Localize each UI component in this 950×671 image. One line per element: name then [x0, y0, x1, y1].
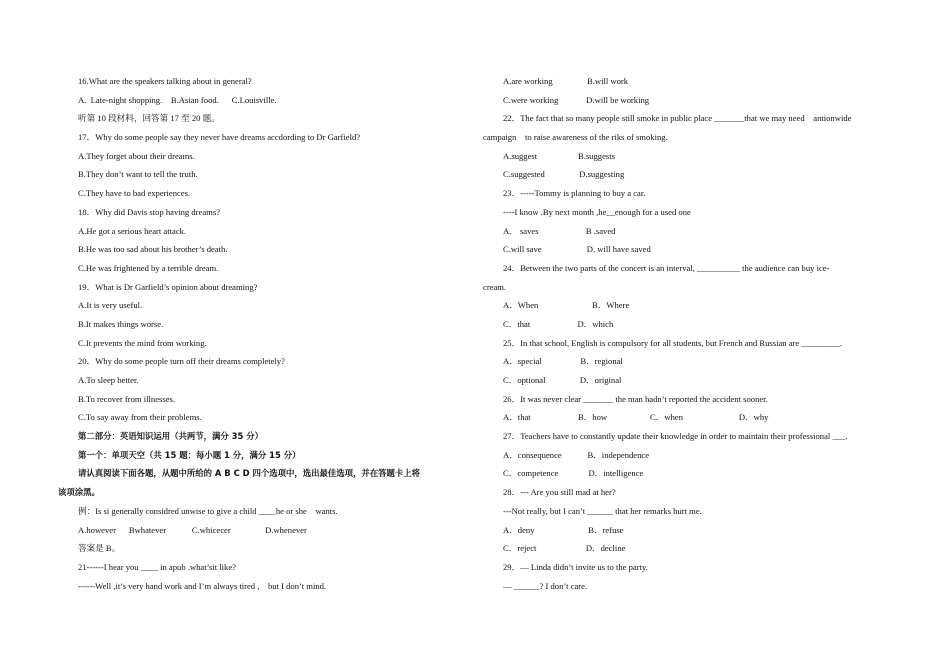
left-column-line: 20．Why do some people turn off their dreams completely? [78, 356, 285, 367]
right-column-line: cream. [483, 281, 507, 292]
left-column-line: 第二部分：英语知识运用（共两节，满分 35 分） [78, 431, 263, 442]
right-column-line: C.were working D.will be working [503, 94, 650, 105]
left-column-line: A. Late-night shopping. B.Asian food. C.Louisville. [78, 94, 277, 105]
left-column-line: A.however Bwhatever C.whicecer D.whenever [78, 524, 307, 535]
left-column-line: 听第 10 段材料，回答第 17 至 20 题。 [78, 113, 220, 124]
right-column-line: C．that D．which [503, 318, 614, 329]
left-column-line: C.He was frightened by a terrible dream. [78, 262, 219, 273]
right-column-line: A. saves B .saved [503, 225, 616, 236]
left-column-line: A.To sleep better. [78, 375, 139, 385]
left-column-line: 21------I hear you ____ in apub .what’sit like? [78, 561, 236, 572]
left-column-line: 18．Why did Davis stop having dreams? [78, 206, 221, 217]
left-column-line: A.It is very useful. [78, 300, 143, 311]
left-column-line: A.They forget about their dreams. [78, 150, 195, 161]
right-column-line: campaign to raise awareness of the riks of smoking. [483, 132, 668, 143]
left-column-line: B.It makes things worse. [78, 318, 164, 329]
right-column-line: 29．— Linda didn’t invite us to the party. [503, 561, 648, 572]
left-column-line: C.It prevents the mind from working. [78, 337, 207, 348]
left-column-line: B.To recover from illnesses. [78, 393, 176, 404]
right-column-line: 22．The fact that so many people still smoke in public place _______that we may need antionwide [503, 113, 852, 124]
left-column-line: 答案是 B。 [78, 543, 121, 554]
right-column-line: 24．Between the two parts of the concert is an interval, __________ the audience can buy ice- [503, 262, 830, 273]
left-column [58, 72, 468, 595]
right-column-line: A.are working B.will work [503, 76, 629, 86]
left-column-line: C.They have to bad experiences. [78, 188, 191, 199]
left-column-line: 例：Is si generally considred unwise to give a child ____he or she wants. [78, 505, 338, 516]
left-column-line: 19．What is Dr Garfield’s opinion about dreaming? [78, 281, 258, 292]
right-column-line: A．deny B．refuse [503, 524, 624, 535]
left-column-line: 16.What are the speakers talking about in general? [78, 76, 252, 86]
right-column-line: C．reject D．decline [503, 543, 626, 554]
right-column-line: A．that B．how C．when D．why [503, 412, 769, 423]
right-column-line: C．optional D．original [503, 375, 622, 385]
right-column-line: 27．Teachers have to constantly update their knowledge in order to maintain their professional ___. [503, 431, 848, 442]
right-column-line: — ______? I don’t care. [503, 580, 588, 591]
right-column-line: 28．--- Are you still mad at her? [503, 487, 616, 498]
left-column-line: A.He got a serious heart attack. [78, 225, 187, 236]
right-column-line: A．special B．regional [503, 356, 623, 367]
right-column-line: A.suggest B.suggests [503, 150, 615, 161]
right-column-line: A．consequence B．independence [503, 449, 650, 460]
right-column-line: C.suggested D.suggesting [503, 169, 625, 180]
right-column-line: ----I know .By next month ,he__enough for a used one [503, 206, 691, 217]
left-column-line: 请认真阅读下面各题，从题中所给的 A B C D 四个选项中，选出最佳选项，并在答题卡上将 [78, 468, 421, 479]
left-column-line: 该项涂黑。 [58, 487, 100, 498]
right-column-line: C.will save D. will have saved [503, 244, 651, 255]
right-column-line: A．When B．Where [503, 300, 630, 311]
left-column-line: 17．Why do some people say they never have dreams accdording to Dr Garfield? [78, 132, 361, 143]
right-column-line: ---Not really, but I can’t ______ that her remarks hurt me. [503, 505, 702, 516]
left-column-line: B.He was too sad about his brother’s death. [78, 244, 228, 255]
right-column-line: 23．-----Tommy is planning to buy a car. [503, 188, 646, 199]
right-column-line: C．competence D．intelligence [503, 468, 644, 479]
right-column [483, 72, 898, 595]
left-column-line: C.To say away from their problems. [78, 412, 202, 423]
right-column-line: 26．It was never clear _______ the man hadn’t reported the accident sooner. [503, 393, 768, 404]
left-column-line: B.They don’t want to tell the truth. [78, 169, 198, 180]
left-column-line: 第一个：单项天空（共 15 题：每小题 1 分，满分 15 分） [78, 449, 301, 460]
left-column-line: ------Well ,it’s very hand work and I’m always tired , but I don’t mind. [78, 580, 327, 591]
right-column-line: 25．In that school, English is compulsory for all students, but French and Russian are _________. [503, 337, 843, 348]
